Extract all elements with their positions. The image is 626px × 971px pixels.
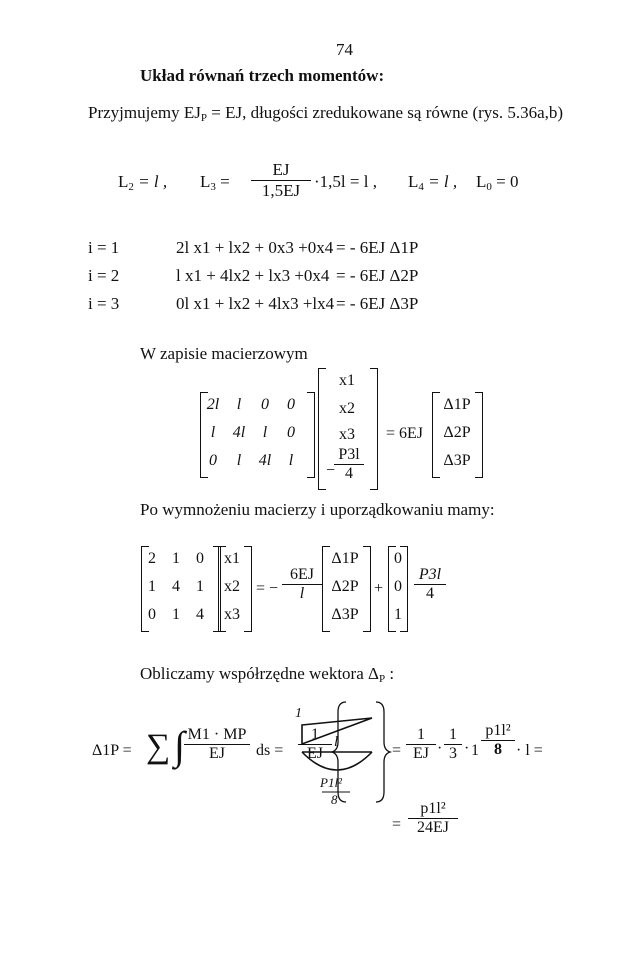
integral-c-den: EJ xyxy=(298,744,332,763)
integral-ds: ds = xyxy=(256,742,284,759)
m2-a-cell-r1-c1: 2 xyxy=(148,550,156,567)
parabola-diagram xyxy=(302,752,372,770)
m2-v3: 1 xyxy=(394,606,402,623)
result-f2-den: 3 xyxy=(444,744,462,763)
m1-x3: x3 xyxy=(339,426,355,443)
m2-plus: + xyxy=(374,580,384,597)
eq1-rhs: = - 6EJ Δ1P xyxy=(336,238,419,257)
result-f2-num: 1 xyxy=(449,726,457,743)
m1-a-cell-r2-c2: 4l xyxy=(232,424,246,441)
l3-symbol: L xyxy=(200,172,211,191)
m2-a-cell-r2-c2: 4 xyxy=(172,578,180,595)
m2-d1: Δ1P xyxy=(331,550,359,567)
m2-coef-den: l xyxy=(282,584,322,603)
m2-a-cell-r2-c1: 1 xyxy=(148,578,156,595)
eq1-index: i = 1 xyxy=(88,238,120,257)
m1-a-cell-r3-c4: l xyxy=(288,452,294,469)
eq2-lhs: l x1 + 4lx2 + lx3 +0x4 xyxy=(176,266,330,285)
intro-text: Przyjmujemy EJ xyxy=(88,103,201,122)
result-f1-num: 1 xyxy=(417,726,425,743)
m2-d2: Δ2P xyxy=(331,578,359,595)
m2-tail-num: P3l xyxy=(418,566,442,583)
intro-sub: P xyxy=(200,112,207,124)
diagram-bottom-den: 8 xyxy=(331,792,338,807)
eq3-index: i = 3 xyxy=(88,294,120,313)
compute-heading-text: Obliczamy współrzędne wektora Δ xyxy=(140,664,379,683)
eq2-index: i = 2 xyxy=(88,266,120,285)
eq2-rhs: = - 6EJ Δ2P xyxy=(336,266,419,285)
l3-num: EJ xyxy=(272,160,290,179)
result-tail: · l = xyxy=(516,742,543,759)
m1-d2: Δ2P xyxy=(443,424,471,441)
m2-eq-minus: = − xyxy=(256,580,279,597)
final-equals: = xyxy=(392,816,402,833)
m1-a-cell-r2-c1: l xyxy=(210,424,216,441)
m1-a-cell-r1-c1: 2l xyxy=(206,396,220,413)
m1-a-cell-r1-c2: l xyxy=(236,396,242,413)
result-one: 1 xyxy=(471,742,479,759)
result-f1 xyxy=(406,726,436,763)
multiply-heading: Po wymnożeniu macierzy i uporządkowaniu mamy: xyxy=(140,500,495,519)
intro-rest: = EJ, długości zredukowane są równe (rys. 5.36a,b) xyxy=(206,103,564,122)
m2-a-cell-r3-c3: 4 xyxy=(196,606,204,623)
l2-symbol: L xyxy=(118,172,129,191)
l2-sub: 2 xyxy=(128,181,134,193)
result-f3 xyxy=(481,722,515,759)
l4-symbol: L xyxy=(408,172,419,191)
m2-coef-num: 6EJ xyxy=(290,566,314,583)
m1-x4-sign: − xyxy=(326,462,336,479)
l2-value: = l , xyxy=(133,172,168,191)
m1-a-cell-r2-c4: 0 xyxy=(287,424,295,441)
diagram-mid-label: l xyxy=(334,734,339,750)
m2-a-cell-r2-c3: 1 xyxy=(196,578,204,595)
integral-c-num: 1 xyxy=(311,726,319,743)
m2-x1: x1 xyxy=(224,550,240,567)
l3-rest: ·1,5l = l , xyxy=(314,172,377,191)
result-f3-den: 8 xyxy=(481,740,515,759)
integral-symbol: ∫ xyxy=(174,723,185,768)
m2-a-cell-r1-c2: 1 xyxy=(172,550,180,567)
right-brace xyxy=(376,702,390,802)
m2-x3: x3 xyxy=(224,606,240,623)
sum-symbol: ∑ xyxy=(146,728,171,765)
l0-sub: 0 xyxy=(486,181,492,193)
m1-a-cell-r3-c2: l xyxy=(236,452,242,469)
result-f2 xyxy=(444,726,462,763)
page-number: 74 xyxy=(336,40,353,59)
m2-a-cell-r3-c1: 0 xyxy=(148,606,156,623)
result-f1-den: EJ xyxy=(406,744,436,763)
eq1-lhs: 2l x1 + lx2 + 0x3 +0x4 xyxy=(176,238,334,257)
final-fraction xyxy=(408,800,458,837)
l0-symbol: L xyxy=(476,172,487,191)
m2-a-cell-r3-c2: 1 xyxy=(172,606,180,623)
m1-a-cell-r1-c4: 0 xyxy=(287,396,295,413)
m2-d3: Δ3P xyxy=(331,606,359,623)
eq3-lhs: 0l x1 + lx2 + 4lx3 +lx4 xyxy=(176,294,335,313)
m1-x4-num: P3l xyxy=(338,446,360,463)
integral-den: EJ xyxy=(184,744,250,763)
m2-x2: x2 xyxy=(224,578,240,595)
l0-value: = 0 xyxy=(491,172,519,191)
diagram-top-label: 1 xyxy=(295,706,302,721)
heading: Układ równań trzech momentów: xyxy=(140,66,385,85)
m1-a-cell-r3-c3: 4l xyxy=(258,452,272,469)
m1-a-cell-r3-c1: 0 xyxy=(209,452,217,469)
m1-equals: = 6EJ xyxy=(386,425,424,442)
l4-sub: 4 xyxy=(418,181,424,193)
diagram-bottom-num: P1l² xyxy=(320,775,342,790)
l3-sub: 3 xyxy=(210,181,216,193)
l3-den: 1,5EJ xyxy=(251,180,311,201)
l3-eq: = xyxy=(215,172,230,191)
m1-x2: x2 xyxy=(339,400,355,417)
result-equals: = xyxy=(392,742,402,759)
final-num: p1l² xyxy=(420,800,446,817)
m1-a-cell-r2-c3: l xyxy=(262,424,268,441)
final-den: 24EJ xyxy=(408,818,458,837)
compute-heading-sub: P xyxy=(378,673,386,685)
m1-x4-den: 4 xyxy=(334,464,364,483)
result-dot2: · xyxy=(464,740,470,757)
integral-num: M1 · MP xyxy=(187,726,247,743)
result-f3-num: p1l² xyxy=(485,722,511,739)
l4-value: = l , xyxy=(423,172,458,191)
eq3-rhs: = - 6EJ Δ3P xyxy=(336,294,419,313)
m2-v2: 0 xyxy=(394,578,402,595)
result-dot1: · xyxy=(437,740,443,757)
m1-d1: Δ1P xyxy=(443,396,471,413)
integral-lhs: Δ1P = xyxy=(92,742,132,759)
m1-a-cell-r1-c3: 0 xyxy=(261,396,269,413)
matrix-heading: W zapisie macierzowym xyxy=(140,344,308,363)
m2-tail-den: 4 xyxy=(414,584,446,603)
m2-v1: 0 xyxy=(394,550,402,567)
m1-x1: x1 xyxy=(339,372,355,389)
compute-heading-tail: : xyxy=(385,664,395,683)
m1-d3: Δ3P xyxy=(443,452,471,469)
m2-a-cell-r1-c3: 0 xyxy=(196,550,204,567)
